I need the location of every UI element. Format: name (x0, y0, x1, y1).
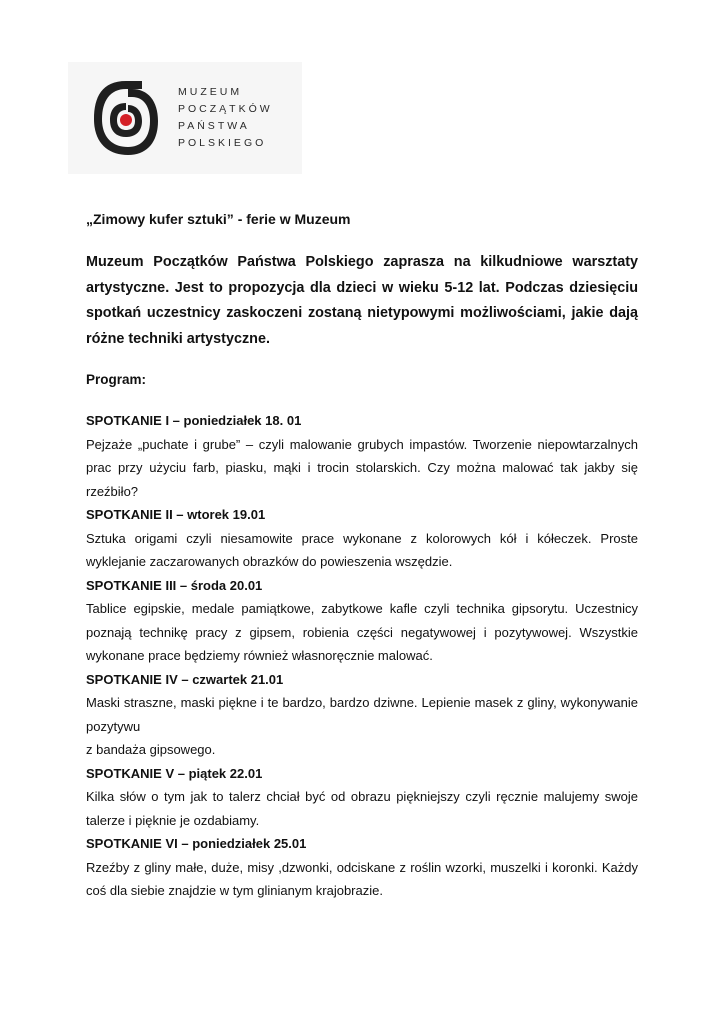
logo-line: MUZEUM (178, 86, 243, 98)
museum-logo (68, 62, 302, 174)
meeting-heading: SPOTKANIE VI – poniedziałek 25.01 (86, 836, 307, 851)
meeting-heading: SPOTKANIE IV – czwartek 21.01 (86, 671, 284, 687)
meeting-heading: SPOTKANIE V – piątek 22.01 (86, 765, 263, 781)
program-label: Program: (86, 372, 147, 387)
logo-line: PAŃSTWA (178, 120, 250, 132)
logo-wordmark (178, 84, 273, 152)
logo-line: POCZĄTKÓW (178, 103, 273, 115)
spiral-logo-icon (88, 75, 164, 161)
meeting-description: Sztuka origami czyli niesamowite prace wykonane z kolorowych kół i kółeczek. Proste wyklejanie zaczarowanych obrazków do powieszenia wszędzie. (86, 530, 638, 569)
meeting-description (86, 691, 638, 762)
meeting-description-line: z bandaża gipsowego. (86, 742, 216, 757)
meeting-description: Pejzaże „puchate i grube” – czyli malowanie grubych impastów. Tworzenie niepowtarzalnych prac przy użyciu farb, piasku, mąki i trocin stolarskich. Czy można malować tak jakby się rzeźbiło? (86, 436, 638, 499)
page-title: „Zimowy kufer sztuki” - ferie w Muzeum (86, 211, 351, 227)
meeting-item (86, 574, 638, 668)
meeting-heading: SPOTKANIE III – środa 20.01 (86, 577, 263, 593)
document-body (86, 209, 638, 903)
program-list (86, 409, 638, 903)
meeting-item (86, 668, 638, 762)
meeting-heading: SPOTKANIE I – poniedziałek 18. 01 (86, 413, 302, 428)
meeting-item (86, 409, 638, 503)
intro-paragraph: Muzeum Początków Państwa Polskiego zaprasza na kilkudniowe warsztaty artystyczne. Jest to propozycja dla dzieci w wieku 5-12 lat. Podczas dziesięciu spotkań uczestnicy zaskoczeni zostaną nietypowymi możliwościami, jakie dają różne techniki artystyczne. (86, 254, 638, 347)
meeting-item (86, 762, 638, 833)
meeting-item (86, 832, 638, 903)
meeting-item (86, 503, 638, 574)
meeting-description: Kilka słów o tym jak to talerz chciał być od obrazu piękniejszy czyli ręcznie malujemy swoje talerze i pięknie je ozdabiamy. (86, 789, 638, 828)
meeting-heading: SPOTKANIE II – wtorek 19.01 (86, 507, 266, 522)
meeting-description-line: Maski straszne, maski piękne i te bardzo, bardzo dziwne. Lepienie masek z gliny, wykonywanie pozytywu (86, 695, 638, 734)
meeting-description: Rzeźby z gliny małe, duże, misy ,dzwonki, odciskane z roślin wzorki, muszelki i koronki. Każdy coś dla siebie znajdzie w tym glinianym krajobrazie. (86, 859, 638, 898)
logo-line: POLSKIEGO (178, 137, 267, 149)
meeting-description: Tablice egipskie, medale pamiątkowe, zabytkowe kafle czyli technika gipsorytu. Uczestnicy poznają technikę pracy z gipsem, robienia części negatywowej i pozytywowej. Wszystkie wykonane prace będziemy również własnoręcznie malować. (86, 601, 638, 663)
